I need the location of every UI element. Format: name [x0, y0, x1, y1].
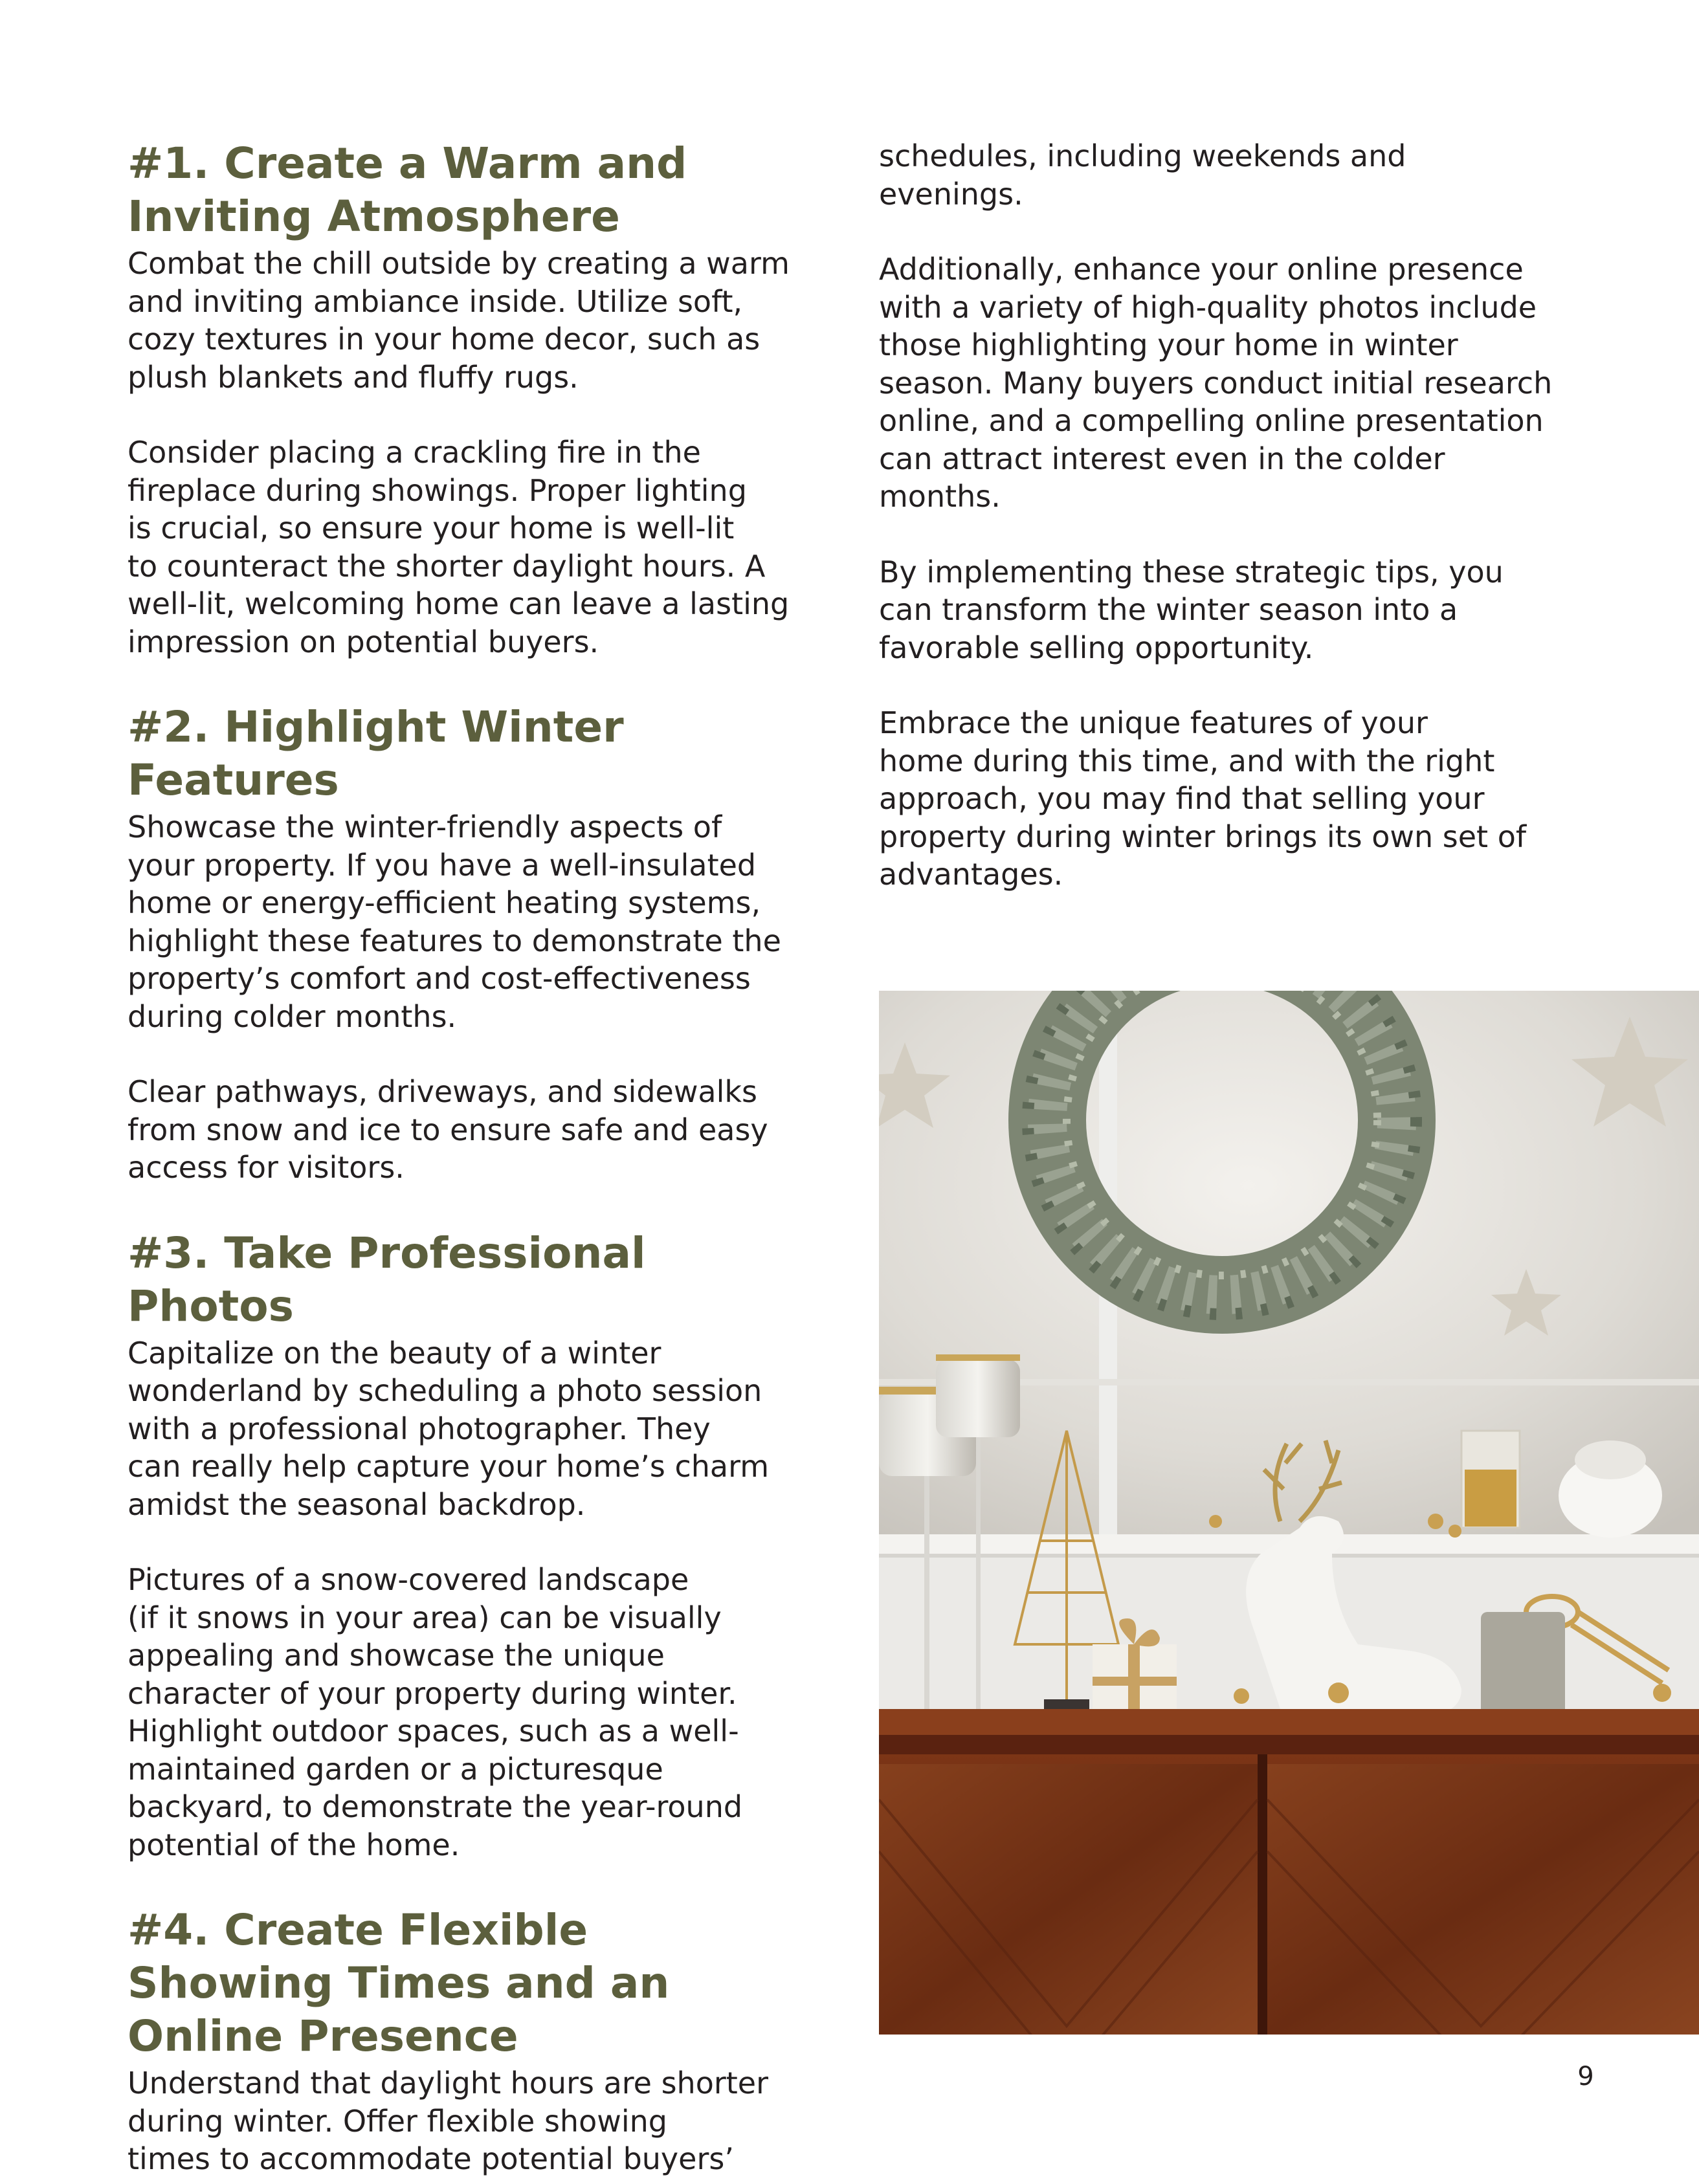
section-4-paragraph-1: Understand that daylight hours are shorter during winter. Offer flexible showing times to accommodate potential buyers’: [128, 2066, 769, 2176]
page-number: 9: [1577, 2062, 1594, 2091]
winter-decor-photo: [879, 991, 1699, 2035]
right-paragraph-1: schedules, including weekends and evenings.: [879, 138, 1406, 212]
section-1-heading: #1. Create a Warm and Inviting Atmosphere: [128, 138, 687, 241]
section-2-paragraph-2: Clear pathways, driveways, and sidewalks from snow and ice to ensure safe and easy access for visitors.: [128, 1074, 768, 1185]
section-3-paragraph-1: Capitalize on the beauty of a winter wonderland by scheduling a photo session with a professional photographer. They can really help capture your home’s charm amidst the seasonal backdrop.: [128, 1335, 770, 1522]
left-column: [128, 137, 807, 2178]
right-column: [879, 137, 1559, 894]
right-paragraph-4: Embrace the unique features of your home during this time, and with the right approach, you may find that selling your property during winter brings its own set of advantages.: [879, 705, 1527, 892]
section-1-paragraph-1: Combat the chill outside by creating a warm and inviting ambiance inside. Utilize soft, cozy textures in your home decor, such as plush blankets and fluffy rugs.: [128, 246, 790, 395]
section-3-heading: #3. Take Professional Photos: [128, 1228, 646, 1331]
gold-shot-glass: [1461, 1431, 1520, 1528]
section-2-paragraph-1: Showcase the winter-friendly aspects of your property. If you have a well-insulated home or energy-efficient heating systems, highlight these features to demonstrate the property’s comfort and cost-effectiveness during colder months.: [128, 810, 781, 1034]
right-paragraph-3: By implementing these strategic tips, you can transform the winter season into a favorable selling opportunity.: [879, 554, 1504, 665]
section-4-heading: #4. Create Flexible Showing Times and an Online Presence: [128, 1905, 670, 2061]
section-1-paragraph-2: Consider placing a crackling fire in the fireplace during showings. Proper lighting is crucial, so ensure your home is well-lit to counteract the shorter daylight hours. A well-lit, welcoming home can leave a lasting impression on potential buyers.: [128, 435, 790, 659]
section-3-paragraph-2: Pictures of a snow-covered landscape (if it snows in your area) can be visually appealing and showcase the unique character of your property during winter. Highlight outdoor spaces, such as a well- maintained garden or a picturesque backyard, to demonstrate the year-round potential of the home.: [128, 1562, 743, 1862]
section-2-heading: #2. Highlight Winter Features: [128, 702, 624, 805]
wooden-cabinet: [879, 1709, 1699, 2035]
right-paragraph-2: Additionally, enhance your online presence with a variety of high-quality photos include those highlighting your home in winter season. Many buyers conduct initial research online, and a compelling online presentation can attract interest even in the colder months.: [879, 252, 1553, 514]
